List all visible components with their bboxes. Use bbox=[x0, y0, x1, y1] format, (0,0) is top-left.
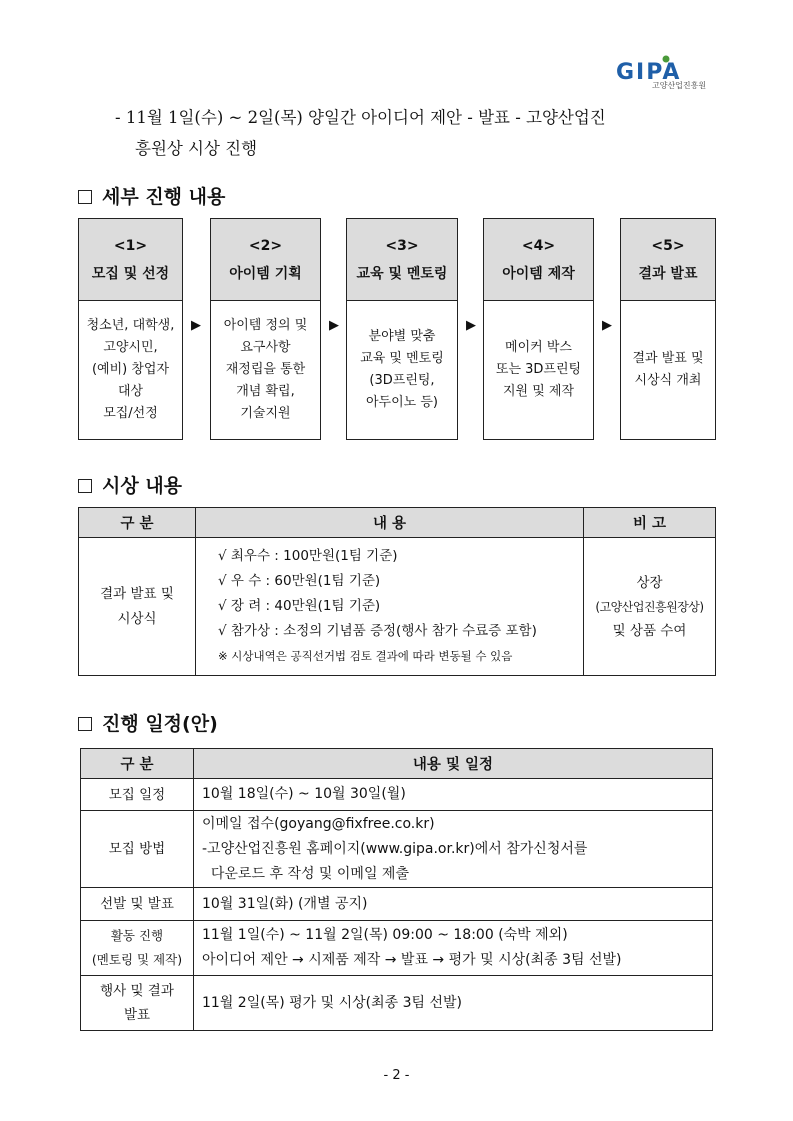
heading-text: 시상 내용 bbox=[102, 475, 183, 497]
intro-bullet bbox=[115, 102, 606, 164]
schedule-content bbox=[194, 976, 713, 1031]
process-step bbox=[78, 218, 183, 440]
step-header bbox=[621, 219, 715, 301]
svg-text:고양산업진흥원: 고양산업진흥원 bbox=[652, 81, 707, 90]
step-title: 아이템 기획 bbox=[229, 265, 302, 282]
step-header bbox=[79, 219, 182, 301]
step-body: 아이템 정의 및 요구사항 재정립을 통한 개념 확립, 기술지원 bbox=[223, 318, 308, 421]
checkbox-square-icon bbox=[78, 717, 92, 731]
award-note: ※ 시상내역은 공직선거법 검토 결과에 따라 변동될 수 있음 bbox=[218, 649, 513, 663]
schedule-label: 활동 진행 (멘토링 및 제작) bbox=[81, 921, 194, 976]
schedule-content bbox=[194, 921, 713, 976]
heading-text: 진행 일정(안) bbox=[102, 713, 218, 735]
schedule-row bbox=[81, 811, 713, 888]
schedule-label: 모집 방법 bbox=[81, 811, 194, 888]
heading-text: 세부 진행 내용 bbox=[102, 186, 226, 208]
schedule-row bbox=[81, 921, 713, 976]
schedule-line: 아이디어 제안 → 시제품 제작 → 발표 → 평가 및 시상(최종 3팀 선발) bbox=[202, 952, 622, 968]
arrow-right-icon: ▶ bbox=[191, 318, 201, 333]
section-heading-schedule bbox=[78, 709, 218, 736]
page-number: - 2 - bbox=[383, 1068, 410, 1083]
awards-table bbox=[78, 507, 716, 676]
process-step bbox=[483, 218, 594, 440]
checkbox-square-icon bbox=[78, 479, 92, 493]
schedule-line: 이메일 접수(goyang@fixfree.co.kr) bbox=[202, 815, 435, 832]
step-number: <5> bbox=[651, 237, 685, 254]
arrow-right-icon: ▶ bbox=[466, 318, 476, 333]
step-header bbox=[211, 219, 320, 301]
schedule-table bbox=[80, 748, 713, 1031]
step-title: 교육 및 멘토링 bbox=[356, 265, 448, 282]
step-title: 모집 및 선정 bbox=[91, 265, 170, 282]
schedule-content bbox=[194, 779, 713, 811]
step-number: <1> bbox=[113, 237, 148, 254]
award-item: √ 장 려 : 40만원(1팀 기준) bbox=[218, 598, 381, 614]
col-header: 내용 및 일정 bbox=[194, 749, 713, 779]
schedule-line: 10월 18일(수) ~ 10월 30일(월) bbox=[202, 786, 406, 802]
schedule-content bbox=[194, 811, 713, 888]
gipa-logo bbox=[614, 54, 718, 90]
arrow-right-icon: ▶ bbox=[602, 318, 612, 333]
step-number: <2> bbox=[248, 237, 283, 254]
step-body: 분야별 맞춤 교육 및 멘토링 (3D프린팅, 아두이노 등) bbox=[360, 329, 444, 410]
step-body: 결과 발표 및 시상식 개최 bbox=[632, 351, 704, 388]
checkbox-square-icon bbox=[78, 190, 92, 204]
schedule-line: 11월 2일(목) 평가 및 시상(최종 3팀 선발) bbox=[202, 994, 462, 1011]
section-heading-details bbox=[78, 182, 225, 209]
schedule-line: 10월 31일(화) (개별 공지) bbox=[202, 895, 368, 912]
process-step bbox=[346, 218, 458, 440]
schedule-line: 11월 1일(수) ~ 11월 2일(목) 09:00 ~ 18:00 (숙박 제외) bbox=[202, 927, 568, 943]
step-number: <3> bbox=[385, 237, 419, 254]
arrow-right-icon: ▶ bbox=[329, 318, 339, 333]
schedule-row bbox=[81, 976, 713, 1031]
remark-line: (고양산업진흥원장상) bbox=[595, 599, 704, 614]
col-header: 내 용 bbox=[196, 508, 584, 538]
step-title: 아이템 제작 bbox=[502, 265, 575, 282]
remark-line: 및 상품 수여 bbox=[612, 622, 687, 639]
svg-text:GIPA: GIPA bbox=[616, 60, 682, 85]
step-body: 메이커 박스 또는 3D프린팅 지원 및 제작 bbox=[495, 340, 582, 399]
process-step bbox=[210, 218, 321, 440]
step-header bbox=[484, 219, 593, 301]
process-step bbox=[620, 218, 716, 440]
step-body: 청소년, 대학생, 고양시민, (예비) 창업자 대상 모집/선정 bbox=[86, 318, 175, 421]
schedule-row bbox=[81, 888, 713, 921]
award-items bbox=[196, 538, 584, 676]
schedule-label: 행사 및 결과 발표 bbox=[81, 976, 194, 1031]
schedule-line: -고양산업진흥원 홈페이지(www.gipa.or.kr)에서 참가신청서를 bbox=[202, 840, 588, 857]
schedule-row bbox=[81, 779, 713, 811]
schedule-label: 선발 및 발표 bbox=[81, 888, 194, 921]
schedule-label: 모집 일정 bbox=[81, 779, 194, 811]
schedule-line: 다운로드 후 작성 및 이메일 제출 bbox=[202, 865, 409, 882]
intro-line: 흥원상 시상 진행 bbox=[135, 139, 258, 158]
step-number: <4> bbox=[521, 237, 556, 254]
award-category: 결과 발표 및 시상식 bbox=[79, 538, 196, 676]
section-heading-awards bbox=[78, 471, 182, 498]
step-header bbox=[347, 219, 457, 301]
col-header: 비 고 bbox=[584, 508, 716, 538]
award-item: √ 참가상 : 소정의 기념품 증정(행사 참가 수료증 포함) bbox=[218, 623, 537, 639]
remark-line: 상장 bbox=[636, 574, 663, 591]
step-title: 결과 발표 bbox=[638, 265, 698, 282]
col-header: 구 분 bbox=[79, 508, 196, 538]
award-item: √ 우 수 : 60만원(1팀 기준) bbox=[218, 573, 381, 589]
intro-line: - 11월 1일(수) ~ 2일(목) 양일간 아이디어 제안 - 발표 - 고양산업진 bbox=[115, 108, 606, 127]
schedule-content bbox=[194, 888, 713, 921]
award-remark bbox=[584, 538, 716, 676]
award-item: √ 최우수 : 100만원(1팀 기준) bbox=[218, 548, 398, 564]
col-header: 구 분 bbox=[81, 749, 194, 779]
